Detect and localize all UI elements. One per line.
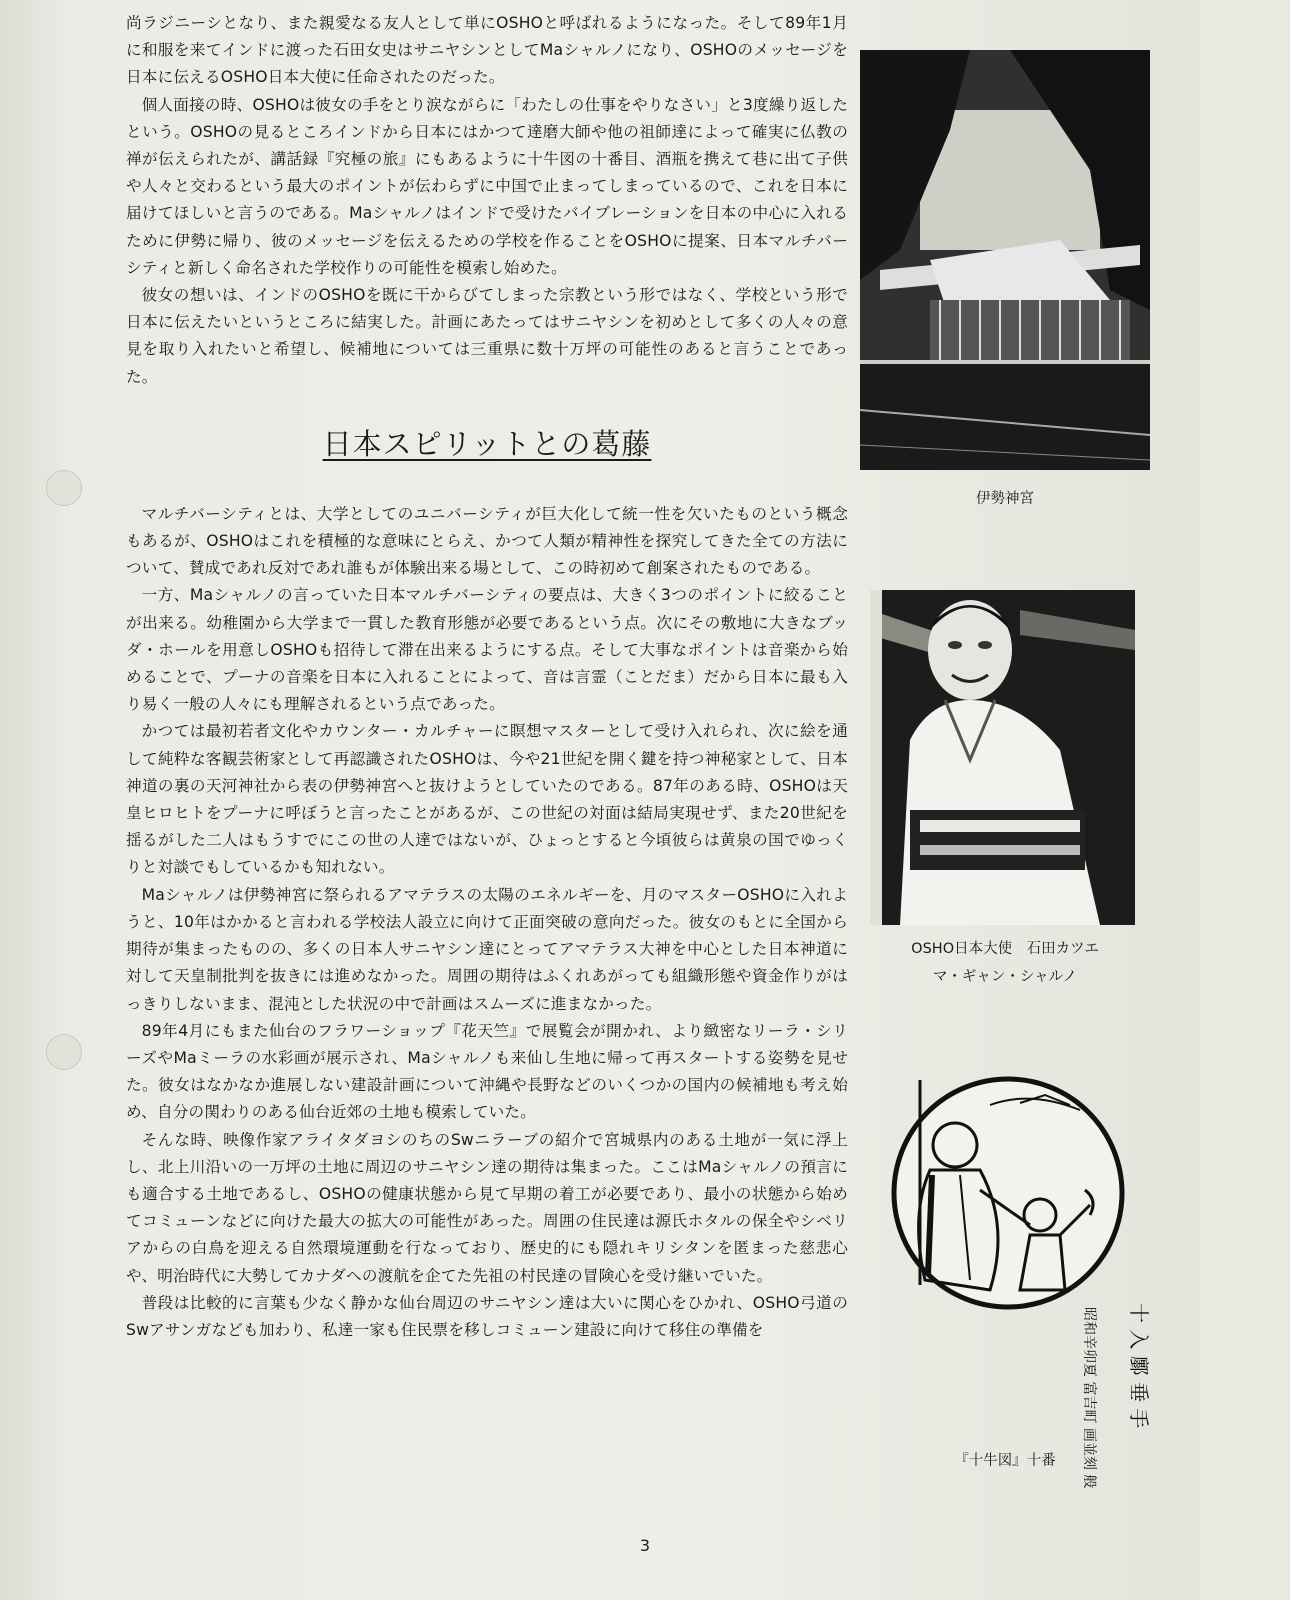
portrait-caption-line1: OSHO日本大使 石田カツエ: [911, 941, 1099, 957]
section-title-text: 日本スピリットとの葛藤: [322, 426, 652, 461]
paragraph: かつては最初若者文化やカウンター・カルチャーに瞑想マスターとして受け入れられ、次に絵を通して純粋な客観芸術家として再認識されたOSHOは、今や21世紀を開く鍵を持つ神秘家として、日本神道の裏の天河神社から表の伊勢神宮へと抜けようとしていたのである。87年のある時、OSHOは天皇ヒロヒトをプーナに呼ぼうと言ったことがあるが、この世紀の対面は結局実現せず、また20世紀を揺るがした二人はもうすでにこの世の人達ではないが、ひょっとすると今頃彼らは黄泉の国でゆっくりと対談でもしているかも知れない。: [126, 722, 848, 877]
ise-shrine-photo: [860, 50, 1150, 470]
portrait-illustration: [870, 590, 1135, 925]
ishida-katsue-portrait: [870, 590, 1135, 925]
paragraph: Maシャルノは伊勢神宮に祭られるアマテラスの太陽のエネルギーを、月のマスターOSHOに入れようと、10年はかかると言われる学校法人設立に向けて正面突破の意向だった。彼女のもとに全国から期待が集まったものの、多くの日本人サニヤシン達にとってアマテラス大神を中心とした日本神道に対して天皇制批判を抜きには進めなかった。周囲の期待はふくれあがっても組織形態や資金作りがはっきりしないまま、混沌とした状況の中で計画はスムーズに進まなかった。: [126, 885, 848, 1013]
paragraph: 彼女の想いは、インドのOSHOを既に干からびてしまった宗教という形ではなく、学校という形で日本に伝えたいというところに結実した。計画にあたってはサニヤシンを初めとして多くの人々の意見を取り入れたいと希望し、候補地については三重県に数十万坪の可能性のあると言うことであった。: [126, 286, 848, 386]
paragraph: 89年4月にもまた仙台のフラワーショップ『花天竺』で展覧会が開かれ、より緻密なリーラ・シリーズやMaミーラの水彩画が展示され、Maシャルノも来仙し生地に帰って再スタートする姿勢を見せた。彼女はなかなか進展しない建設計画について沖縄や長野などのいくつかの国内の候補地も考え始め、自分の関わりのある仙台近郊の土地も模索していた。: [126, 1021, 848, 1122]
punch-hole-bottom: [46, 1034, 82, 1070]
page-number: 3: [639, 1536, 651, 1555]
punch-hole-top: [46, 470, 82, 506]
portrait-caption-line2: マ・ギャン・シャルノ: [932, 969, 1078, 985]
paragraph: マルチバーシティとは、大学としてのユニバーシティが巨大化して統一性を欠いたものという概念もあるが、OSHOはこれを積極的な意味にとらえ、かつて人類が精神性を探究してきた全ての方法について、賛成であれ反対であれ誰もが体験出来る場として、この時初めて創案されたものである。: [126, 504, 848, 578]
paragraph: 尚ラジニーシとなり、また親愛なる友人として単にOSHOと呼ばれるようになった。そして89年1月に和服を来てインドに渡った石田女史はサニヤシンとしてMaシャルノになり、OSHOのメッセージを日本に伝えるOSHO日本大使に任命されたのだった。: [126, 14, 848, 87]
paragraph: 一方、Maシャルノの言っていた日本マルチバーシティの要点は、大きく3つのポイントに絞ることが出来る。幼稚園から大学まで一貫した教育形態が必要であるという点。次にその敷地に大きなブッダ・ホールを用意しOSHOも招待して滞在出来るようにする点。そして大事なポイントは音楽から始めることで、プーナの音楽を日本に入れることによって、音は言霊（ことだま）だから日本に最も入り易く一般の人々にも理解されるという点であった。: [126, 586, 848, 714]
shrine-caption: 伊勢神宮: [976, 491, 1034, 507]
paragraph: 普段は比較的に言葉も少なく静かな仙台周辺のサニヤシン達は大いに関心をひかれ、OSHO弓道のSwアサンガなども加わり、私達一家も住民票を移しコミューン建設に向けて移住の準備を: [126, 1293, 848, 1339]
woodcut-title-text: 十 入 鄽 垂 手: [1127, 1303, 1151, 1429]
paragraph: 個人面接の時、OSHOは彼女の手をとり涙ながらに「わたしの仕事をやりなさい」と3度繰り返したという。OSHOの見るところインドから日本にはかつて達磨大師や他の祖師達によって確実に仏教の禅が伝えられたが、講話録『究極の旅』にもあるように十牛図の十番目、酒瓶を携えて巷に出て子供や人々と交わるという最大のポイントが伝わらずに中国で止まってしまっているので、これを日本に届けてほしいと言うのである。Maシャルノはインドで受けたバイブレーションを日本の中心に入れるために伊勢に帰り、彼のメッセージを伝えるための学校を作ることをOSHOに提案、日本マルチバーシティと新しく命名された学校作りの可能性を模索し始めた。: [126, 95, 848, 277]
woodcut-signature-text: 昭和辛卯夏 富吉町 画並刻 般: [1081, 1307, 1097, 1489]
shrine-illustration: [860, 50, 1150, 470]
oxherding-caption: 『十牛図』十番: [954, 1453, 1056, 1469]
main-text-column: [126, 10, 848, 1344]
section-title: [126, 427, 848, 461]
paragraph: そんな時、映像作家アライタダヨシのちのSwニラーブの紹介で宮城県内のある土地が一気に浮上し、北上川沿いの一万坪の土地に周辺のサニヤシン達の期待は集まった。ここはMaシャルノの預言にも適合する土地であるし、OSHOの健康状態から見て早期の着工が必要であり、最小の状態から始めてコミューンなどに向けた最大の拡大の可能性があった。周囲の住民達は源氏ホタルの保全やシベリアからの白鳥を迎える自然環境運動を行なっており、歴史的にも隠れキリシタンを匿まった慈悲心や、明治時代に大勢してカナダへの渡航を企てた先祖の村民達の冒険心を受け継いでいた。: [126, 1130, 848, 1285]
